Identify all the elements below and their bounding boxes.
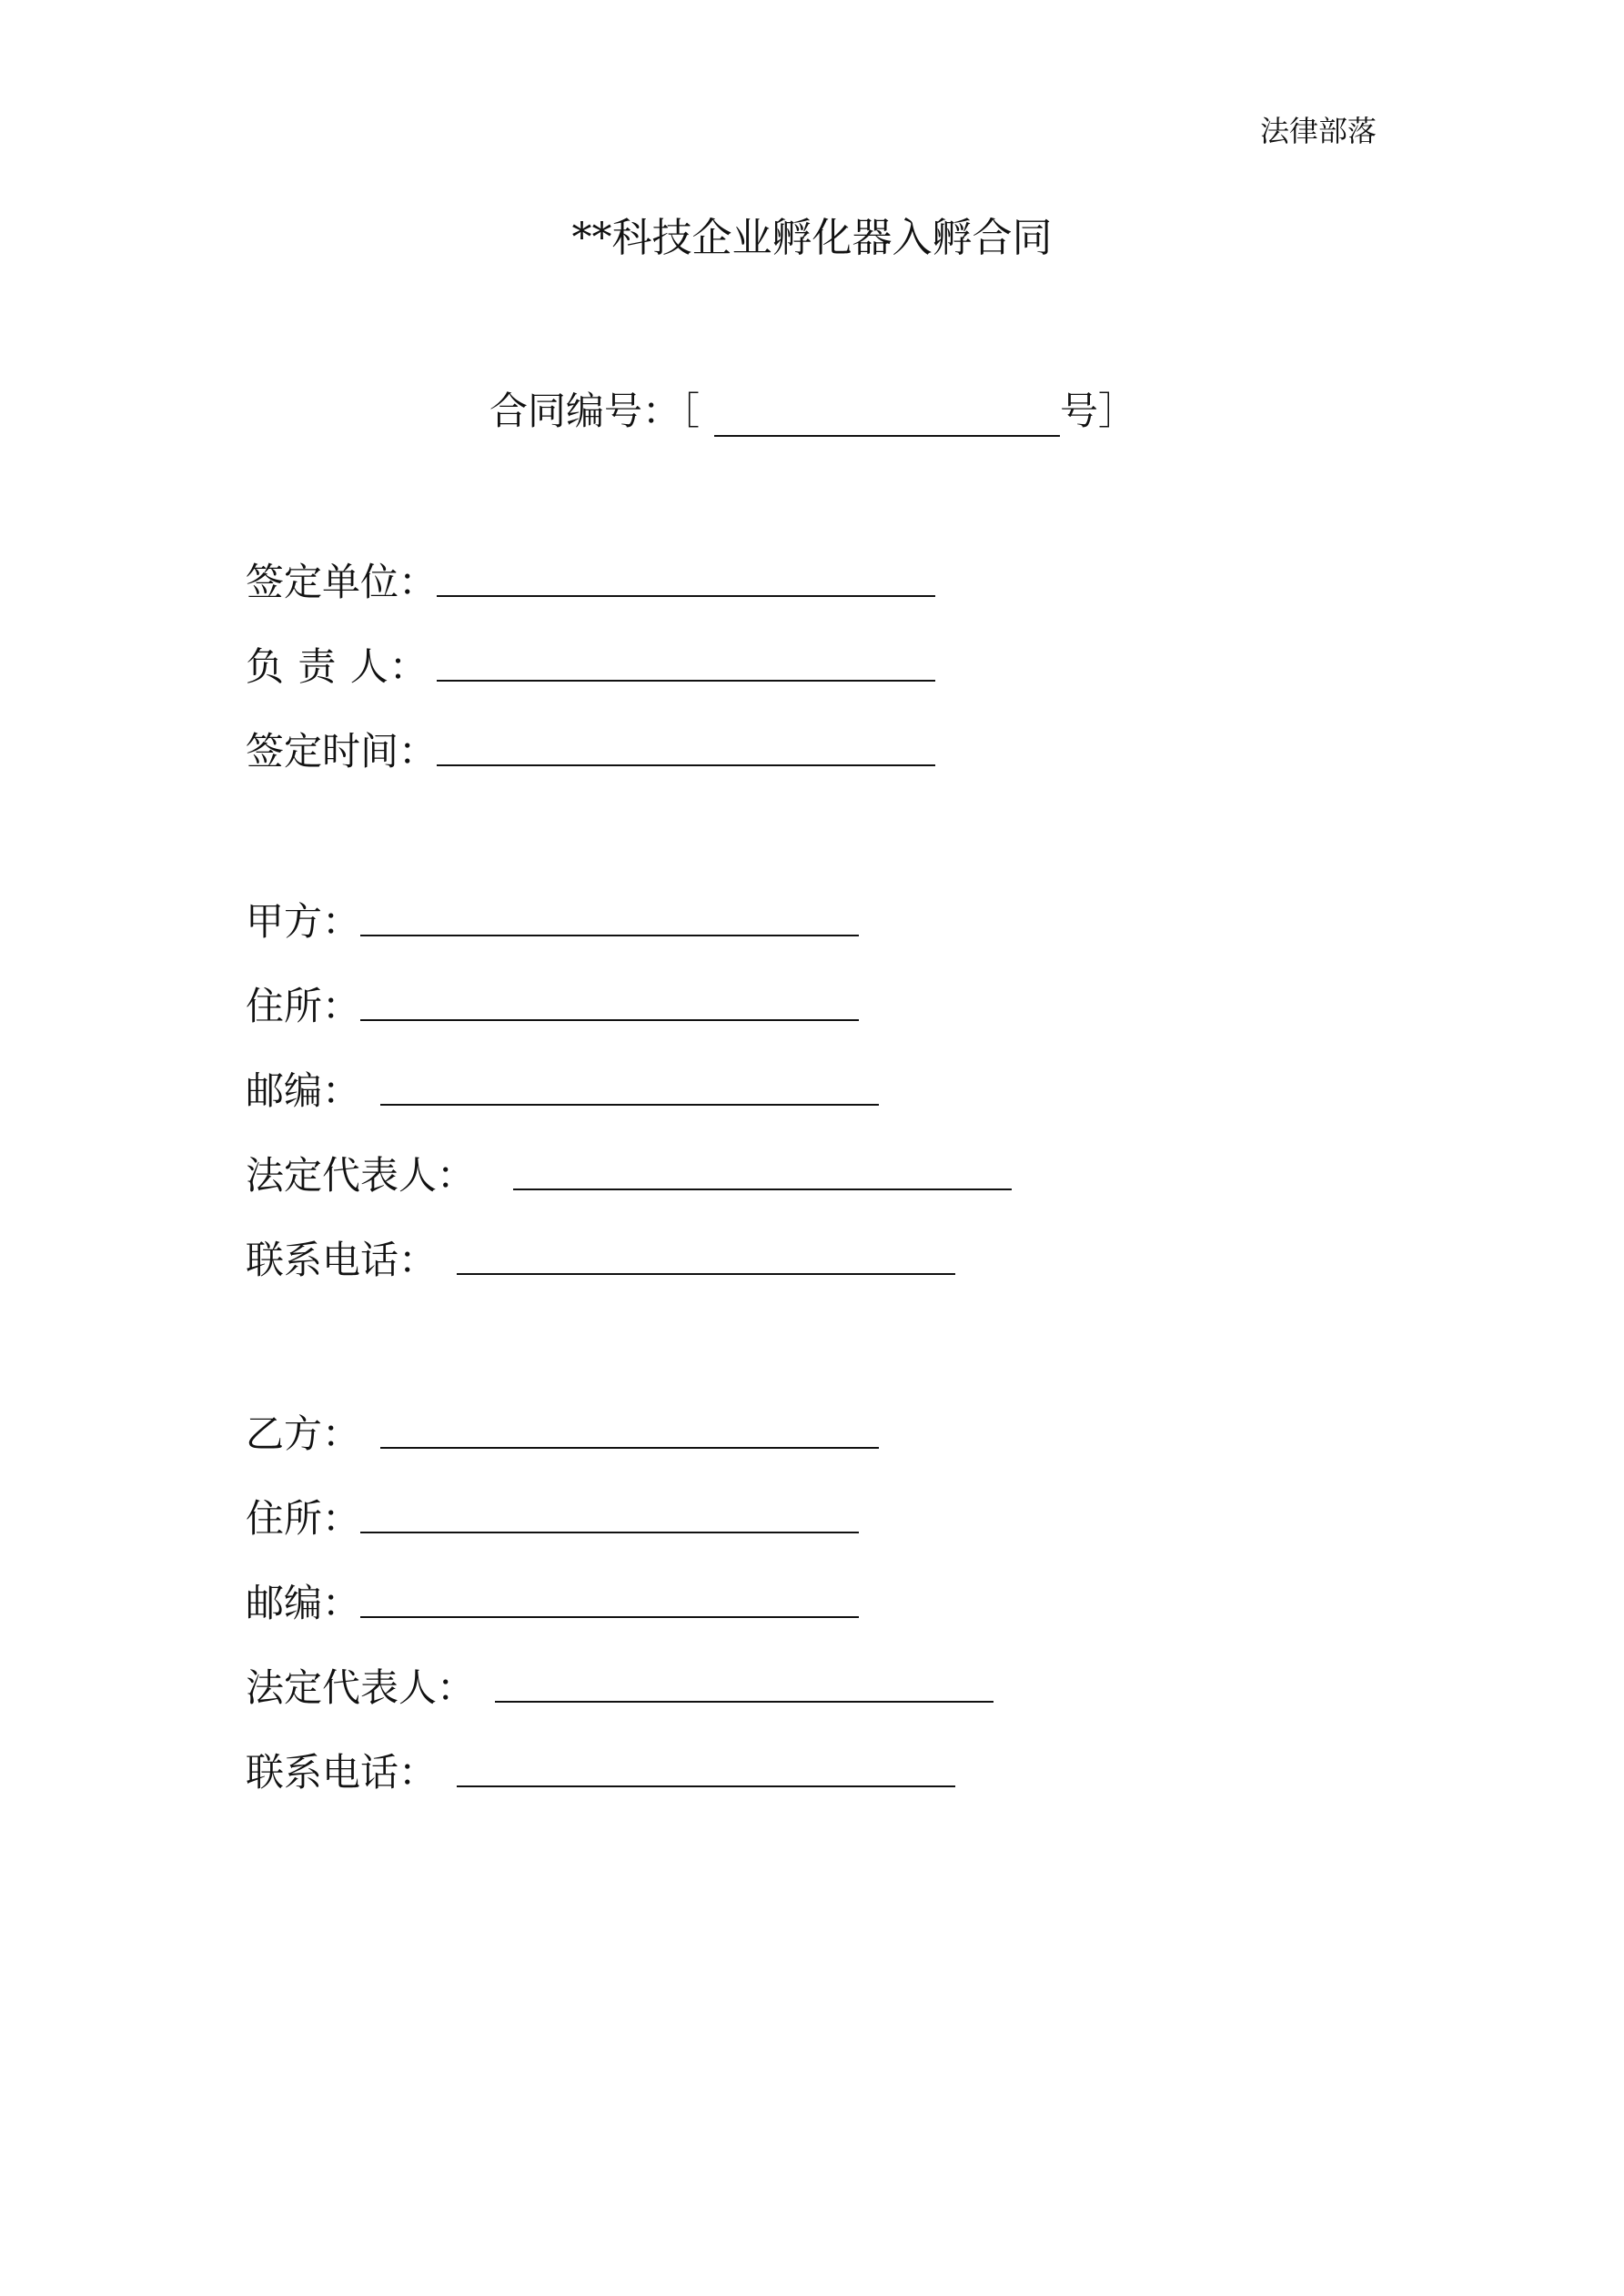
signing-time-label: 签定时间：	[246, 729, 438, 774]
party-a-address-label: 住所：	[246, 984, 361, 1028]
party-b-representative-label: 法定代表人：	[246, 1665, 476, 1710]
party-a-blank[interactable]	[360, 935, 859, 936]
party-b-representative-blank[interactable]	[495, 1701, 994, 1703]
contract-number-label: 合同编号：［	[489, 389, 701, 433]
contract-number-row	[489, 386, 1136, 437]
contract-number-blank[interactable]	[714, 393, 1060, 437]
party-a-representative-label: 法定代表人：	[246, 1153, 476, 1198]
party-a-label: 甲方：	[246, 899, 361, 944]
party-a-postcode-label: 邮编：	[246, 1068, 361, 1113]
party-a-postcode-blank[interactable]	[380, 1104, 879, 1106]
document-title: **科技企业孵化器入孵合同	[571, 215, 1053, 261]
responsible-person-label: 负 责 人：	[246, 644, 429, 689]
party-a-phone-label: 联系电话：	[246, 1238, 438, 1282]
header-mark: 法律部落	[1260, 114, 1377, 148]
party-b-phone-label: 联系电话：	[246, 1750, 438, 1795]
party-a-representative-blank[interactable]	[513, 1188, 1012, 1190]
signing-unit-label: 签定单位：	[246, 560, 438, 604]
party-b-blank[interactable]	[380, 1447, 879, 1449]
party-b-label: 乙方：	[246, 1411, 361, 1456]
party-b-phone-blank[interactable]	[457, 1785, 955, 1787]
signing-time-blank[interactable]	[437, 764, 935, 766]
party-a-address-blank[interactable]	[360, 1019, 859, 1021]
signing-unit-blank[interactable]	[437, 595, 935, 597]
responsible-person-blank[interactable]	[437, 680, 935, 682]
party-b-postcode-blank[interactable]	[360, 1616, 859, 1618]
party-b-address-blank[interactable]	[360, 1532, 859, 1533]
party-b-postcode-label: 邮编：	[246, 1581, 361, 1625]
contract-number-suffix: 号］	[1060, 389, 1137, 433]
party-a-phone-blank[interactable]	[457, 1273, 955, 1275]
party-b-address-label: 住所：	[246, 1496, 361, 1541]
